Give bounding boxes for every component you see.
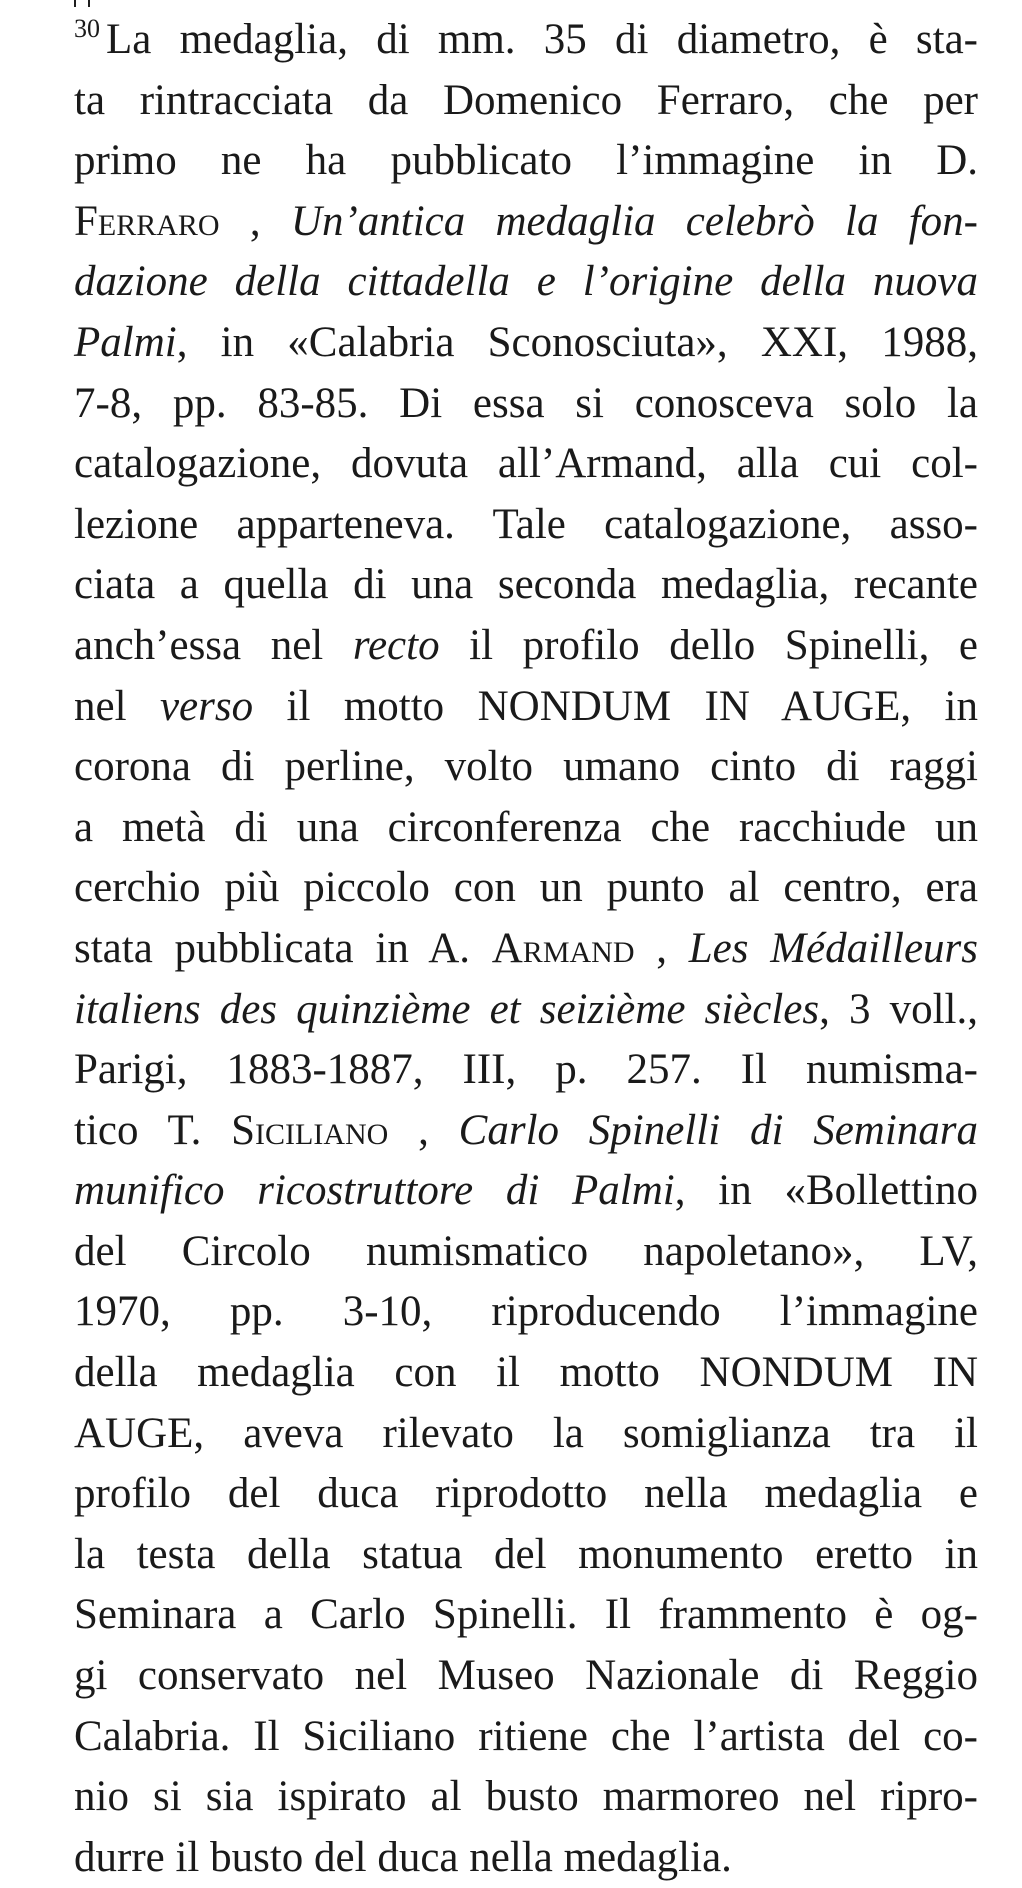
italic-title: dazione della cittadella e l’origine della nuova xyxy=(74,258,978,306)
text-segment: il profilo dello Spinelli, e xyxy=(439,621,979,669)
text-line xyxy=(74,192,978,253)
italic-title: italiens des quinzième et seizième siècles xyxy=(74,985,820,1033)
text-line xyxy=(74,1828,978,1888)
text-segment: Calabria. Il Siciliano ritiene che l’artista del co- xyxy=(74,1712,978,1760)
text-segment: , xyxy=(388,1106,459,1154)
text-line xyxy=(74,1161,978,1222)
text-line xyxy=(74,737,978,798)
text-line xyxy=(74,1525,978,1586)
text-line xyxy=(74,677,978,738)
text-line xyxy=(74,1404,978,1465)
text-line xyxy=(74,1282,978,1343)
text-segment: , in «Calabria Sconosciuta», XXI, 1988, xyxy=(176,318,978,366)
italic-term: verso xyxy=(159,682,254,730)
text-line xyxy=(74,1707,978,1768)
text-segment: Seminara a Carlo Spinelli. Il frammento è og- xyxy=(74,1591,978,1639)
author-name: Armand xyxy=(491,924,635,972)
italic-title: Palmi xyxy=(74,318,177,366)
text-segment: ta rintracciata da Domenico Ferraro, che per xyxy=(74,76,978,124)
text-line xyxy=(74,798,978,859)
text-line xyxy=(74,1101,978,1162)
text-segment: gi conservato nel Museo Nazionale di Reggio xyxy=(74,1652,978,1700)
author-name: Ferraro xyxy=(74,197,220,245)
text-line xyxy=(74,71,978,132)
text-segment: cerchio più piccolo con un punto al centro, era xyxy=(74,864,978,912)
text-line xyxy=(74,313,978,374)
text-line xyxy=(74,10,978,71)
text-segment: catalogazione, dovuta all’Armand, alla cui col- xyxy=(74,440,978,488)
footnote-30 xyxy=(74,10,978,1888)
author-name: Siciliano xyxy=(231,1106,389,1154)
italic-title: Carlo Spinelli di Seminara xyxy=(458,1106,979,1154)
text-segment: , 3 voll., xyxy=(819,985,978,1033)
text-segment: nel xyxy=(74,682,160,730)
text-segment: anch’essa nel xyxy=(74,621,353,669)
text-line xyxy=(74,495,978,556)
text-segment: durre il busto del duca nella medaglia. xyxy=(74,1833,732,1881)
text-segment: del Circolo numismatico napoletano», LV, xyxy=(74,1227,978,1275)
text-segment: il motto NONDUM IN AUGE, in xyxy=(253,682,978,730)
text-segment: la testa della statua del monumento eretto in xyxy=(74,1530,978,1578)
text-segment: nio si sia ispirato al busto marmoreo nel ripro- xyxy=(74,1773,978,1821)
text-line xyxy=(74,1464,978,1525)
text-line xyxy=(74,980,978,1041)
text-line xyxy=(74,1585,978,1646)
text-line xyxy=(74,1222,978,1283)
text-segment: , xyxy=(634,924,689,972)
text-segment: , xyxy=(219,197,291,245)
text-line xyxy=(74,434,978,495)
text-line xyxy=(74,555,978,616)
text-line xyxy=(74,374,978,435)
text-segment: La medaglia, di mm. 35 di diametro, è sta- xyxy=(106,16,978,63)
italic-title: Un’antica medaglia celebrò la fon- xyxy=(290,197,978,245)
text-segment: della medaglia con il motto NONDUM IN xyxy=(74,1349,978,1397)
italic-title: Les Médailleurs xyxy=(688,924,978,972)
text-line xyxy=(74,1040,978,1101)
text-line xyxy=(74,919,978,980)
text-segment: a metà di una circonferenza che racchiude un xyxy=(74,803,978,851)
text-segment: 7-8, pp. 83-85. Di essa si conosceva solo la xyxy=(74,379,978,427)
text-line xyxy=(74,131,978,192)
italic-term: recto xyxy=(352,621,440,669)
text-line xyxy=(74,1767,978,1828)
text-segment: profilo del duca riprodotto nella medaglia e xyxy=(74,1470,978,1518)
cut-off-previous-line xyxy=(74,0,90,7)
text-line xyxy=(74,858,978,919)
text-line xyxy=(74,616,978,677)
text-segment: AUGE, aveva rilevato la somiglianza tra il xyxy=(74,1409,978,1457)
text-segment: stata pubblicata in A. xyxy=(74,924,492,972)
italic-title: munifico ricostruttore di Palmi xyxy=(74,1167,675,1215)
text-segment: tico T. xyxy=(74,1106,232,1154)
footnote-number: 30 xyxy=(74,14,100,43)
text-segment: corona di perline, volto umano cinto di raggi xyxy=(74,743,978,791)
text-segment: primo ne ha pubblicato l’immagine in D. xyxy=(74,137,978,185)
text-segment: , in «Bollettino xyxy=(674,1167,979,1215)
text-segment: Parigi, 1883-1887, III, p. 257. Il numisma- xyxy=(74,1046,978,1094)
text-segment: 1970, pp. 3-10, riproducendo l’immagine xyxy=(74,1288,978,1336)
text-line xyxy=(74,1343,978,1404)
text-line xyxy=(74,1646,978,1707)
text-segment: ciata a quella di una seconda medaglia, recante xyxy=(74,561,978,609)
text-line xyxy=(74,252,978,313)
text-segment: lezione apparteneva. Tale catalogazione, asso- xyxy=(74,500,978,548)
